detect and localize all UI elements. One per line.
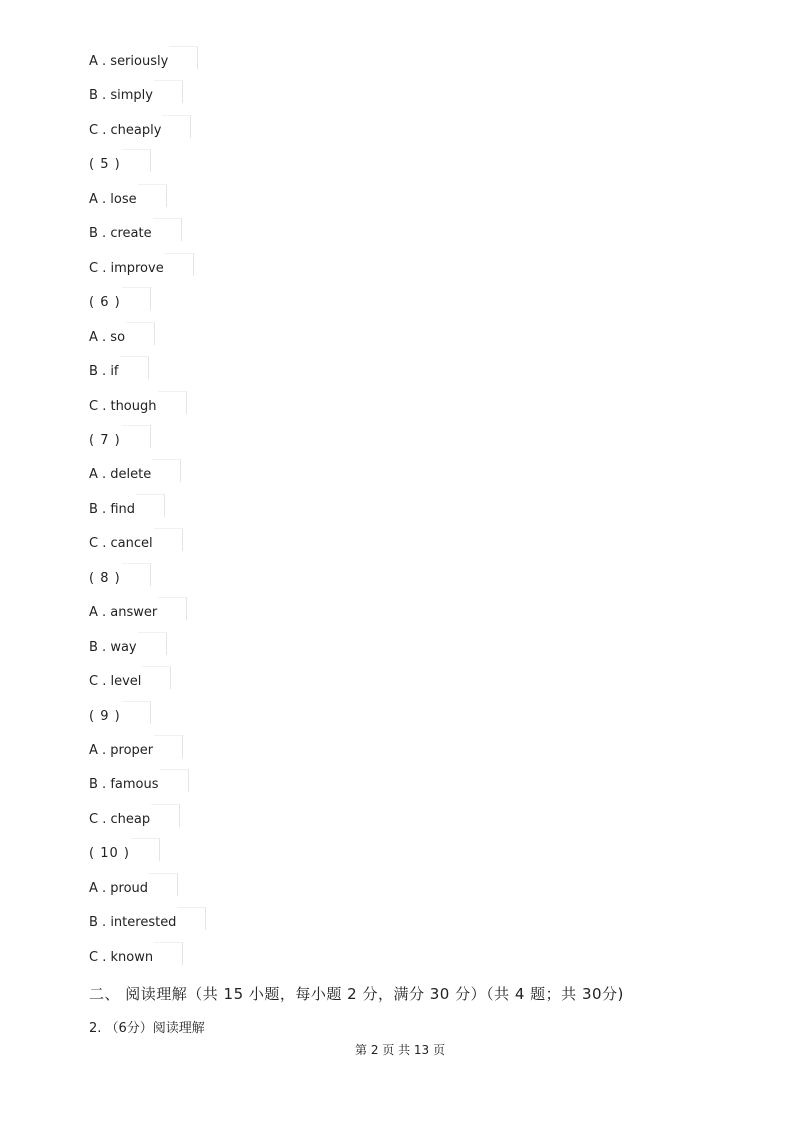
section-heading: 二、 阅读理解（共 15 小题，每小题 2 分，满分 30 分）（共 4 题；共 30分): [89, 985, 624, 1003]
answer-option: C . cheaply: [89, 123, 162, 138]
page-footer: 第 2 页 共 13 页: [355, 1043, 445, 1057]
question-number: ( 6 ): [89, 295, 121, 310]
answer-option: A . proud: [89, 881, 149, 896]
answer-option: C . cancel: [89, 536, 153, 551]
answer-option: B . if: [89, 364, 119, 379]
question-number: ( 5 ): [89, 157, 121, 172]
question-number: ( 7 ): [89, 433, 121, 448]
question-number: ( 8 ): [89, 571, 121, 586]
answer-option: A . answer: [89, 605, 158, 620]
answer-option: B . interested: [89, 915, 177, 930]
question-number: ( 10 ): [89, 846, 130, 861]
answer-option: C . cheap: [89, 812, 151, 827]
answer-option: A . so: [89, 330, 126, 345]
answer-option: A . proper: [89, 743, 154, 758]
answer-option: C . level: [89, 674, 142, 689]
answer-option: A . lose: [89, 192, 137, 207]
answer-option: B . famous: [89, 777, 159, 792]
answer-option: C . improve: [89, 261, 164, 276]
answer-option: C . though: [89, 399, 157, 414]
answer-option: A . seriously: [89, 54, 169, 69]
question-number: ( 9 ): [89, 709, 121, 724]
answer-option: B . create: [89, 226, 152, 241]
answer-option: A . delete: [89, 467, 152, 482]
answer-option: C . known: [89, 950, 154, 965]
answer-option: B . find: [89, 502, 135, 517]
question-2-title: 2. （6分）阅读理解: [89, 1021, 205, 1036]
answer-option: B . simply: [89, 88, 153, 103]
answer-option: B . way: [89, 640, 137, 655]
